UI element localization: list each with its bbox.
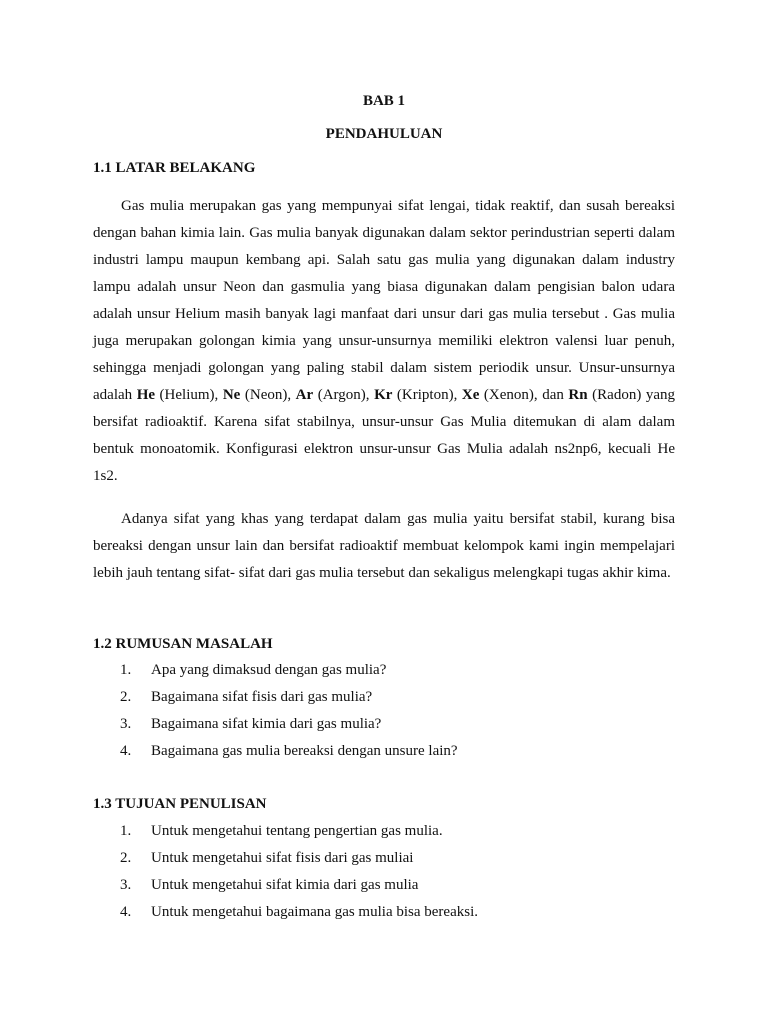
list-text: Untuk mengetahui bagaimana gas mulia bisa bereaksi.: [151, 904, 478, 920]
element-name-xe: (Xenon), dan: [479, 387, 569, 403]
list-number: 1.: [120, 823, 132, 839]
element-symbol-ne: Ne: [222, 387, 241, 403]
list-text: Untuk mengetahui tentang pengertian gas mulia.: [151, 823, 443, 839]
list-number: 2.: [120, 689, 132, 705]
element-name-ar: (Argon),: [313, 387, 375, 403]
list-item: [93, 872, 675, 899]
list-number: 3.: [120, 716, 132, 732]
element-name-he: (Helium),: [155, 387, 223, 403]
list-item: [93, 818, 675, 845]
list-item: [93, 738, 675, 765]
list-text: Bagaimana gas mulia bereaksi dengan unsure lain?: [151, 743, 458, 759]
chapter-number: BAB 1: [362, 93, 406, 109]
list-text: Untuk mengetahui sifat fisis dari gas muliai: [151, 850, 414, 866]
list-number: 4.: [120, 743, 132, 759]
element-symbol-he: He: [136, 387, 156, 403]
paragraph-background-1: [93, 193, 675, 490]
element-symbol-rn: Rn: [568, 387, 588, 403]
section-heading-latar-belakang: 1.1 LATAR BELAKANG: [93, 160, 256, 176]
element-symbol-kr: Kr: [374, 387, 393, 403]
objective-list: [93, 818, 675, 926]
element-symbol-ar: Ar: [295, 387, 314, 403]
list-item: [93, 845, 675, 872]
list-number: 3.: [120, 877, 132, 893]
paragraph-text: Gas mulia merupakan gas yang mempunyai sifat lengai, tidak reaktif, dan susah bereaksi dengan bahan kimia lain. Gas mulia banyak digunakan dalam sektor perindustrian seperti dalam industri lampu maupun kembang api. Salah satu gas mulia yang digunakan dalam industry lampu adalah unsur Neon dan gasmulia yang biasa digunakan dalam pengisian balon udara adalah unsur Helium masih banyak lagi manfaat dari unsur dari gas mulia tersebut . Gas mulia juga merupakan golongan kimia yang unsur-unsurnya memiliki elektron valensi luar penuh, sehingga menjadi golongan yang paling stabil dalam sistem periodik unsur. Unsur-unsurnya adalah: [93, 198, 675, 403]
list-number: 4.: [120, 904, 132, 920]
element-name-ne: (Neon),: [240, 387, 296, 403]
list-item: [93, 899, 675, 926]
section-heading-tujuan-penulisan: 1.3 TUJUAN PENULISAN: [93, 796, 267, 812]
list-number: 2.: [120, 850, 132, 866]
element-symbol-xe: Xe: [461, 387, 480, 403]
element-name-kr: (Kripton),: [392, 387, 462, 403]
paragraph-background-2: [93, 506, 675, 587]
list-text: Bagaimana sifat fisis dari gas mulia?: [151, 689, 373, 705]
paragraph-text-end: (Radon) yang bersifat radioaktif. Karena sifat stabilnya, unsur-unsur Gas Mulia ditemukan di alam dalam bentuk monoatomik. Konfigurasi elektron unsur-unsur Gas Mulia adalah ns2np6, kecuali He 1s2.: [93, 387, 676, 484]
problem-list: [93, 657, 675, 765]
chapter-title: PENDAHULUAN: [325, 126, 443, 142]
list-text: Apa yang dimaksud dengan gas mulia?: [151, 662, 387, 678]
list-text: Bagaimana sifat kimia dari gas mulia?: [151, 716, 382, 732]
section-heading-rumusan-masalah: 1.2 RUMUSAN MASALAH: [93, 636, 273, 652]
list-text: Untuk mengetahui sifat kimia dari gas mulia: [151, 877, 419, 893]
list-item: [93, 711, 675, 738]
list-number: 1.: [120, 662, 132, 678]
list-item: [93, 684, 675, 711]
paragraph-text: Adanya sifat yang khas yang terdapat dalam gas mulia yaitu bersifat stabil, kurang bisa bereaksi dengan unsur lain dan bersifat radioaktif membuat kelompok kami ingin mempelajari lebih jauh tentang sifat- sifat dari gas mulia tersebut dan sekaligus melengkapi tugas akhir kima.: [93, 511, 675, 581]
list-item: [93, 657, 675, 684]
